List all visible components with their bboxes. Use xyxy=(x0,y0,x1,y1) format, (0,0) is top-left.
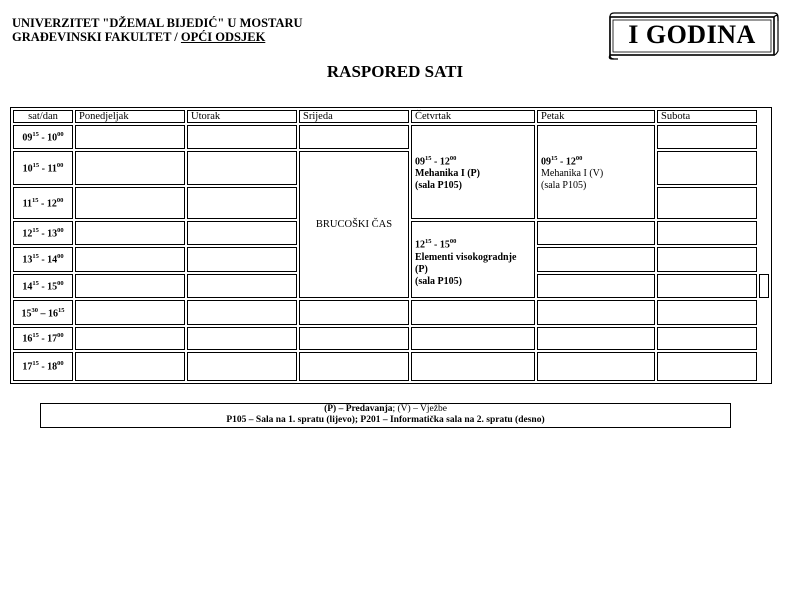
lecture-room: (sala P105) xyxy=(541,179,587,191)
legend-lecture: (P) – Predavanja xyxy=(324,404,393,414)
column-header: Ponedjeljak xyxy=(75,110,185,123)
lecture-cell-mehanika-p: $09^{15} - 12^{00}$ Mehanika I (P) (sala P105) xyxy=(411,125,535,219)
empty-cell xyxy=(411,327,535,349)
empty-cell xyxy=(187,300,297,325)
empty-cell xyxy=(75,247,185,271)
empty-cell xyxy=(657,125,757,149)
lecture-type: (P) xyxy=(415,263,428,275)
faculty-name: GRAĐEVINSKI FAKULTET / xyxy=(12,30,181,44)
empty-cell xyxy=(187,247,297,271)
lecture-room: (sala P105) xyxy=(415,275,462,287)
column-header: Subota xyxy=(657,110,757,123)
department-name: OPĆI ODSJEK xyxy=(180,30,266,44)
column-header: Srijeda xyxy=(299,110,409,123)
empty-cell xyxy=(537,247,655,271)
empty-cell xyxy=(75,125,185,149)
year-banner xyxy=(606,11,778,57)
empty-cell xyxy=(187,151,297,184)
empty-cell xyxy=(75,221,185,245)
schedule-table xyxy=(10,107,772,384)
legend-line-1: (P) – Predavanja; (V) – Vježbe xyxy=(324,404,447,414)
time-slot: $10^{15} - 11^{00}$ xyxy=(13,151,73,184)
brucoski-cas-cell: BRUCOŠKI ČAS xyxy=(299,151,409,298)
time-slot: $12^{15} - 13^{00}$ xyxy=(13,221,73,245)
column-header: Utorak xyxy=(187,110,297,123)
table-row xyxy=(13,151,769,184)
empty-cell xyxy=(299,300,409,325)
empty-cell xyxy=(537,274,655,298)
empty-cell xyxy=(657,187,757,219)
empty-cell xyxy=(187,187,297,219)
institution-header xyxy=(12,16,303,44)
empty-cell xyxy=(299,125,409,149)
legend-exercise: (V) – Vježbe xyxy=(397,404,447,414)
empty-cell xyxy=(75,352,185,381)
empty-cell xyxy=(657,221,757,245)
empty-cell xyxy=(411,352,535,381)
legend-box xyxy=(40,403,731,428)
empty-cell xyxy=(657,327,757,349)
lecture-subject: Elementi visokogradnje xyxy=(415,251,517,263)
empty-cell xyxy=(537,327,655,349)
lecture-subject: Mehanika I (P) xyxy=(415,167,480,179)
empty-cell xyxy=(75,300,185,325)
empty-cell xyxy=(187,221,297,245)
lecture-cell-elementi-visokogradnje: $12^{15} - 15^{00}$ Elementi visokogradnje (P) (sala P105) xyxy=(411,221,535,298)
empty-cell xyxy=(187,327,297,349)
empty-cell xyxy=(537,221,655,245)
column-header: Petak xyxy=(537,110,655,123)
lecture-subject: Mehanika I (V) xyxy=(541,167,604,179)
empty-cell xyxy=(75,274,185,298)
empty-cell xyxy=(75,327,185,349)
empty-cell xyxy=(187,125,297,149)
legend-line-2: P105 – Sala na 1. spratu (lijevo); P201 – Informatička sala na 2. spratu (desno) xyxy=(226,415,545,425)
empty-cell xyxy=(759,274,769,298)
empty-cell xyxy=(657,300,757,325)
table-header-row xyxy=(13,110,769,123)
year-label: I GODINA xyxy=(628,20,756,49)
time-slot: $17^{15} - 18^{00}$ xyxy=(13,352,73,381)
empty-cell xyxy=(657,352,757,381)
empty-cell xyxy=(537,300,655,325)
empty-cell xyxy=(657,247,757,271)
table-row xyxy=(13,327,769,349)
table-row xyxy=(13,300,769,325)
column-header: Četvrtak xyxy=(411,110,535,123)
empty-cell xyxy=(299,352,409,381)
university-name: UNIVERZITET "DŽEMAL BIJEDIĆ" U MOSTARU xyxy=(12,16,303,30)
faculty-line xyxy=(12,30,303,44)
empty-cell xyxy=(411,300,535,325)
time-slot: $11^{15} - 12^{00}$ xyxy=(13,187,73,219)
empty-cell xyxy=(187,274,297,298)
time-slot: $13^{15} - 14^{00}$ xyxy=(13,247,73,271)
empty-cell xyxy=(75,187,185,219)
empty-cell xyxy=(299,327,409,349)
empty-cell xyxy=(187,352,297,381)
lecture-cell-mehanika-v: $09^{15} - 12^{00}$ Mehanika I (V) (sala P105) xyxy=(537,125,655,219)
empty-cell xyxy=(657,274,757,298)
empty-cell xyxy=(657,151,757,184)
column-header: sat/dan xyxy=(13,110,73,123)
time-slot: $14^{15} - 15^{00}$ xyxy=(13,274,73,298)
empty-cell xyxy=(75,151,185,184)
table-row xyxy=(13,125,769,149)
time-slot: $15^{30} - 16^{15}$ xyxy=(13,300,73,325)
empty-cell xyxy=(537,352,655,381)
lecture-room: (sala P105) xyxy=(415,179,462,191)
time-slot: $09^{15} - 10^{00}$ xyxy=(13,125,73,149)
page-title: RASPORED SATI xyxy=(326,62,464,81)
table-row xyxy=(13,352,769,381)
time-slot: $16^{15} - 17^{00}$ xyxy=(13,327,73,349)
